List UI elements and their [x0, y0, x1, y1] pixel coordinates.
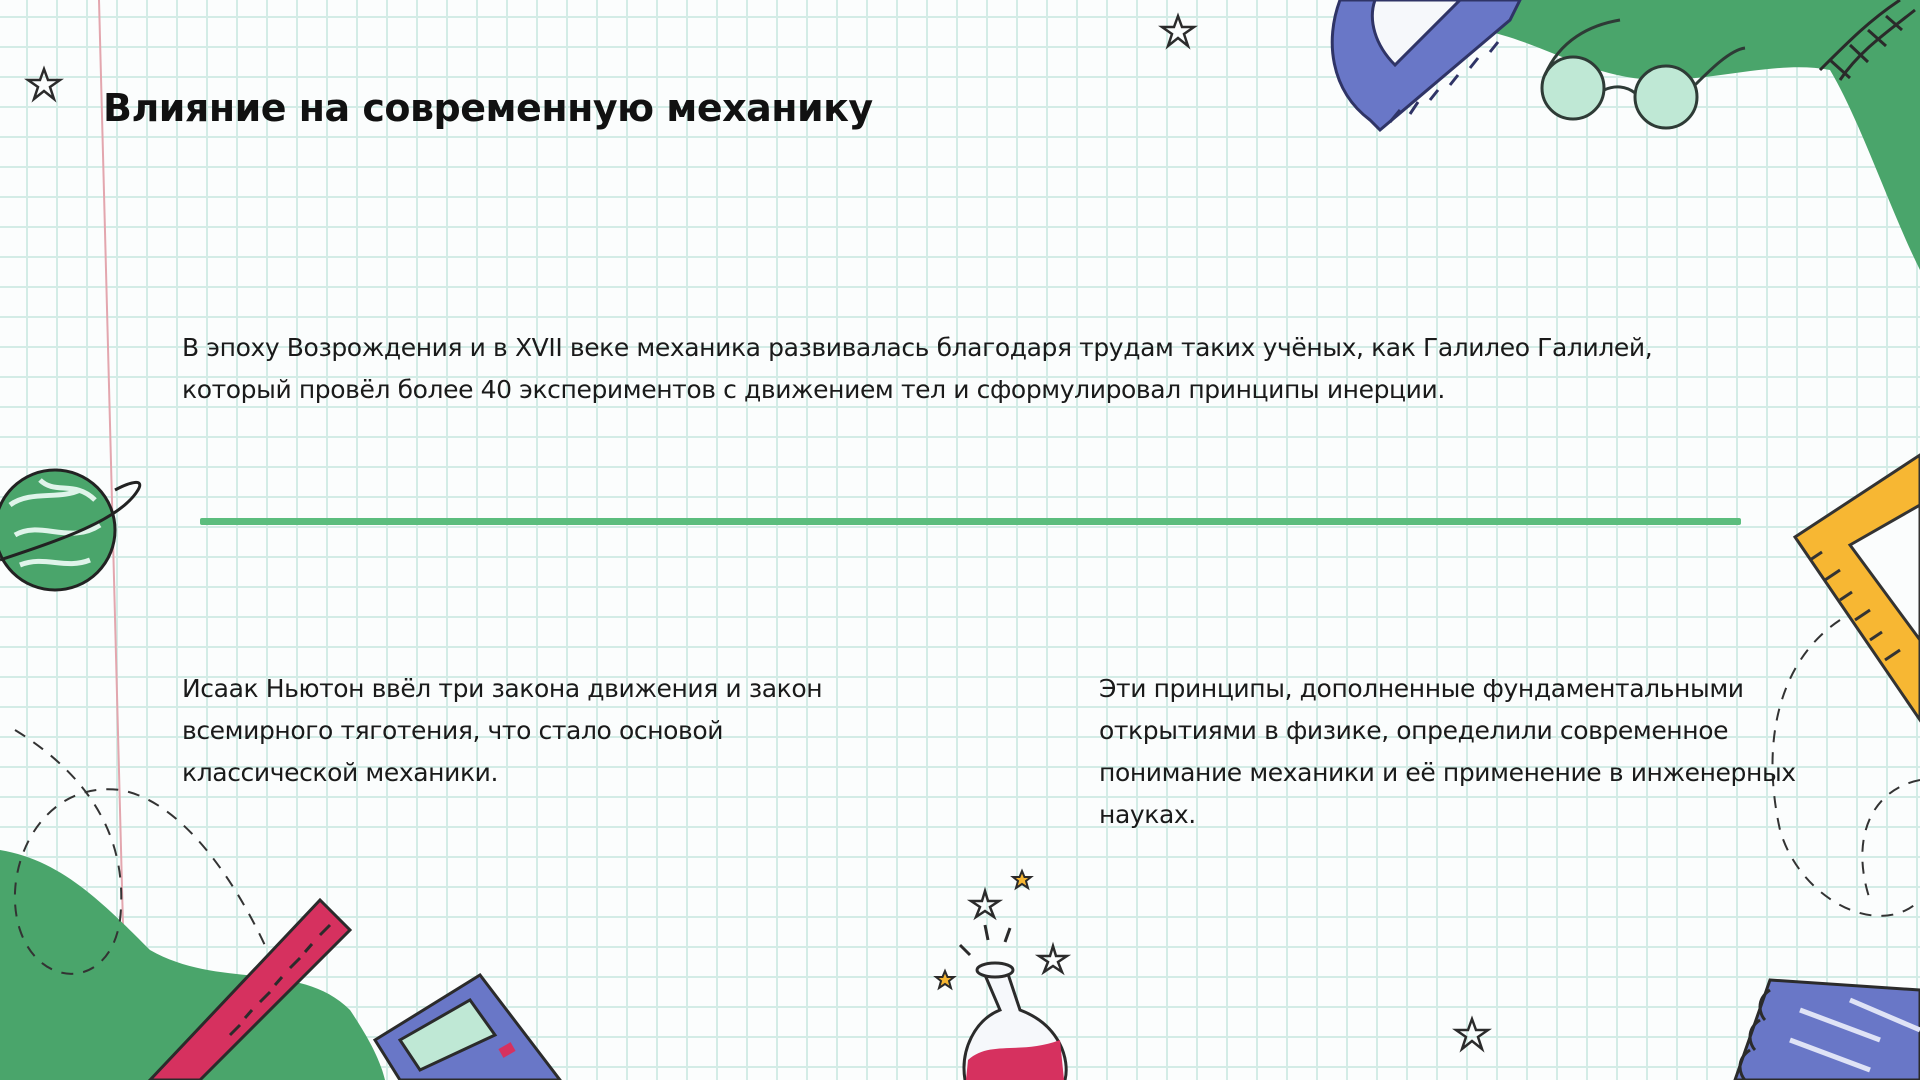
star-icon	[971, 891, 999, 917]
divider-line	[200, 518, 1741, 525]
star-icon	[1013, 871, 1031, 888]
paragraph-newton: Исаак Ньютон ввёл три закона движения и закон всемирного тяготения, что стало основой классической механики.	[182, 674, 823, 787]
paragraph-renaissance: В эпоху Возрождения и в XVII веке механика развивалась благодаря трудам таких учёных, как Галилео Галилей, который провёл более 40 экспериментов с движением тел и сформулировал принципы инерции.	[182, 333, 1653, 404]
planet-icon	[0, 470, 140, 590]
protractor-icon	[1332, 0, 1520, 130]
paragraph-modern-mechanics: Эти принципы, дополненные фундаментальными открытиями в физике, определили современное понимание механики и её применение в инженерных науках.	[1099, 674, 1796, 829]
star-icon	[1162, 16, 1194, 46]
star-icon	[1039, 946, 1067, 972]
slide-title: Влияние на современную механику	[103, 86, 873, 130]
star-icon	[28, 69, 60, 99]
star-icon	[936, 971, 954, 988]
calculator-icon	[375, 975, 560, 1080]
star-icon	[1456, 1019, 1488, 1049]
flask-icon	[960, 925, 1066, 1080]
notebook-icon	[1735, 980, 1920, 1080]
